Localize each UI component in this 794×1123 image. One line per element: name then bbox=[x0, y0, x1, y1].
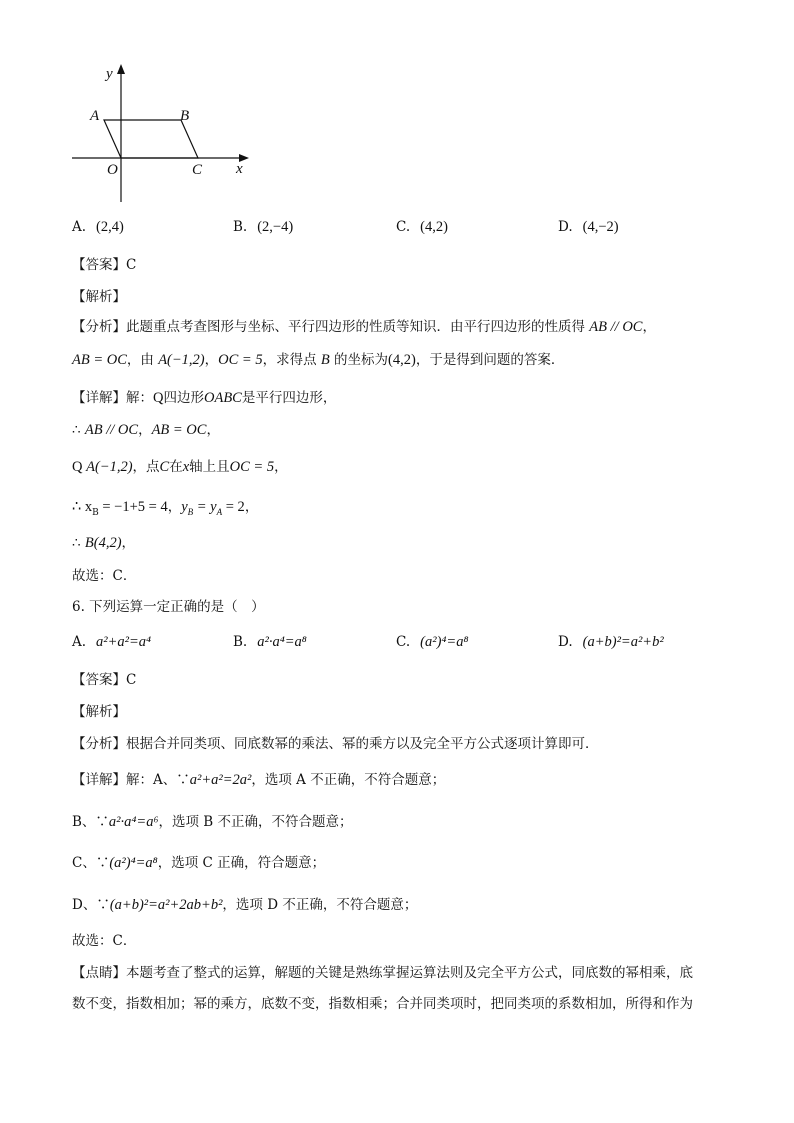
q5-fenxi-line1: 【分析】此题重点考查图形与坐标、平行四边形的性质等知识．由平行四边形的性质得 AB // OC， bbox=[72, 319, 656, 335]
q5-answer: 【答案】C bbox=[72, 257, 137, 273]
q5-xiangjie-line1: 【详解】解：Q四边形OABC是平行四边形， bbox=[72, 390, 337, 406]
parallelogram-figure bbox=[68, 62, 258, 207]
q5-xiangjie-line2: ∴ AB // OC，AB = OC， bbox=[72, 422, 220, 438]
label-o: O bbox=[107, 162, 118, 178]
q6-answer: 【答案】C bbox=[72, 672, 137, 688]
q6-detail-c: C、∵(a²)⁴=a⁸，选项 C 正确，符合题意； bbox=[72, 855, 326, 871]
q6-option-b: B. a²·a⁴=a⁸ bbox=[233, 634, 307, 650]
q6-fenxi: 【分析】根据合并同类项、同底数幂的乘法、幂的乘方以及完全平方公式逐项计算即可． bbox=[72, 736, 599, 752]
q5-xiangjie-line4: ∴ $x_B = -1+5 = 4$，$y_B = y_A = 2$， bbox=[72, 499, 259, 518]
q6-option-a: A. a²+a²=a⁴ bbox=[72, 634, 152, 650]
q5-fenxi-line2: AB = OC，由 A(−1,2)，OC = 5，求得点 B 的坐标为(4,2)，于是得到问题的答案． bbox=[72, 352, 565, 368]
y-axis-arrow bbox=[117, 64, 125, 74]
q6-detail-d: D、∵(a+b)²=a²+2ab+b²，选项 D 不正确，不符合题意； bbox=[72, 897, 418, 913]
label-y: y bbox=[106, 66, 113, 82]
q6-question: 6. 下列运算一定正确的是（ ） bbox=[72, 599, 265, 615]
q5-option-b: B. (2,−4) bbox=[233, 219, 294, 235]
label-b: B bbox=[180, 108, 190, 124]
q5-option-d: D. (4,−2) bbox=[558, 219, 619, 235]
label-a: A bbox=[90, 108, 100, 124]
q5-xiangjie-line3: Q A(−1,2)，点C在x轴上且OC = 5， bbox=[72, 459, 288, 475]
q6-jiexi: 【解析】 bbox=[72, 704, 126, 720]
parallelogram-oabc bbox=[104, 120, 198, 158]
label-x: x bbox=[236, 161, 243, 177]
q5-option-a: A. (2,4) bbox=[72, 219, 124, 235]
q6-choose: 故选：C． bbox=[72, 933, 137, 949]
q6-option-d: D. (a+b)²=a²+b² bbox=[558, 634, 664, 650]
q6-detail-b: B、∵a²·a⁴=a⁶，选项 B 不正确，不符合题意； bbox=[72, 814, 353, 830]
q5-xiangjie-line5: ∴ B(4,2)， bbox=[72, 535, 136, 551]
q5-jiexi: 【解析】 bbox=[72, 289, 126, 305]
q5-choose: 故选：C． bbox=[72, 568, 137, 584]
q6-dianjing-line2: 数不变，指数相加；幂的乘方，底数不变，指数相乘；合并同类项时，把同类项的系数相加，所得和作为 bbox=[72, 996, 693, 1012]
q6-dianjing-line1: 【点睛】本题考查了整式的运算，解题的关键是熟练掌握运算法则及完全平方公式，同底数的幂相乘，底 bbox=[72, 965, 693, 981]
q5-option-c: C. (4,2) bbox=[396, 219, 448, 235]
q6-detail-a: 【详解】解：A、∵a²+a²=2a²，选项 A 不正确，不符合题意； bbox=[72, 772, 446, 788]
label-c: C bbox=[192, 162, 203, 178]
q6-option-c: C. (a²)⁴=a⁸ bbox=[396, 634, 469, 650]
